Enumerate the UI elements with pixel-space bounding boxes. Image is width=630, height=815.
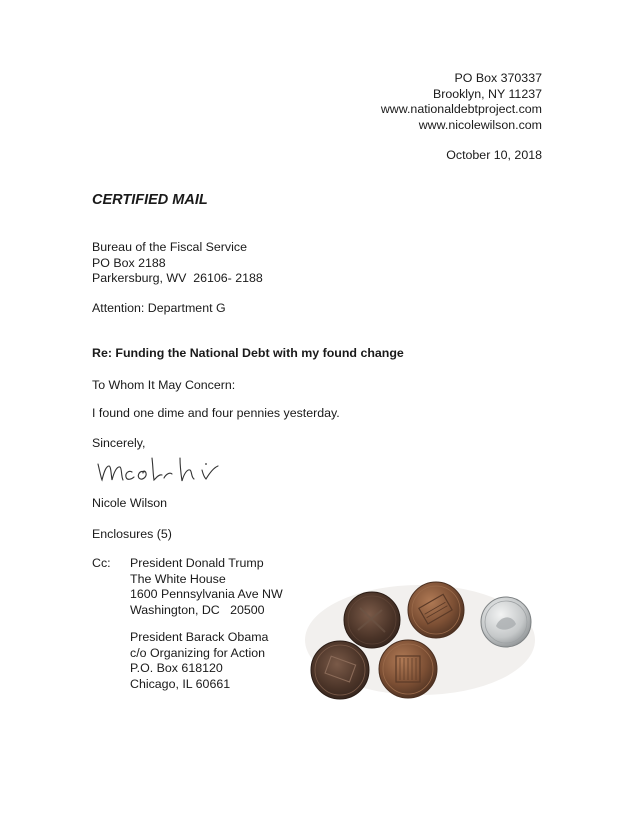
cc1-line4: Washington, DC 20500 [130, 602, 265, 617]
enclosures-line: Enclosures (5) [92, 527, 172, 541]
recipient-line3: Parkersburg, WV 26106- 2188 [92, 271, 263, 285]
cc2-line2: c/o Organizing for Action [130, 645, 265, 660]
signature-scribble [92, 450, 242, 490]
cc1-line2: The White House [130, 571, 226, 586]
sender-address [381, 71, 542, 133]
recipient-line2: PO Box 2188 [92, 255, 166, 270]
penny-3 [311, 641, 369, 699]
cc2-line1: President Barack Obama [130, 630, 269, 644]
cc-recipient-trump [130, 556, 283, 618]
attention-line: Attention: Department G [92, 301, 226, 315]
closing: Sincerely, [92, 436, 146, 450]
recipient-line1: Bureau of the Fiscal Service [92, 240, 247, 254]
sender-website2: www.nicolewilson.com [418, 117, 542, 132]
letter-date: October 10, 2018 [446, 148, 542, 162]
dime [481, 597, 531, 647]
cc2-line3: P.O. Box 618120 [130, 661, 223, 675]
sender-address-line2: Brooklyn, NY 11237 [432, 86, 542, 101]
penny-2 [408, 582, 464, 638]
cc-recipient-obama [130, 630, 268, 692]
cc2-line4: Chicago, IL 60661 [130, 676, 231, 691]
letter-body: I found one dime and four pennies yesterday. [92, 406, 340, 420]
cc1-line3: 1600 Pennsylvania Ave NW [130, 587, 283, 601]
cc1-line1: President Donald Trump [130, 556, 264, 570]
enclosed-coins-photo [300, 570, 550, 710]
subject-line: Re: Funding the National Debt with my found change [92, 346, 404, 360]
sender-website1: www.nationaldebtproject.com [380, 102, 542, 116]
sender-address-line1: PO Box 370337 [454, 71, 542, 85]
certified-mail-heading: CERTIFIED MAIL [92, 192, 208, 208]
salutation: To Whom It May Concern: [92, 378, 236, 392]
penny-4 [379, 640, 437, 698]
handwritten-signature [92, 450, 242, 495]
cc-label: Cc: [92, 556, 111, 570]
signer-name: Nicole Wilson [92, 496, 168, 510]
recipient-address [92, 240, 263, 287]
penny-1 [344, 592, 400, 648]
coins-image [300, 570, 550, 705]
